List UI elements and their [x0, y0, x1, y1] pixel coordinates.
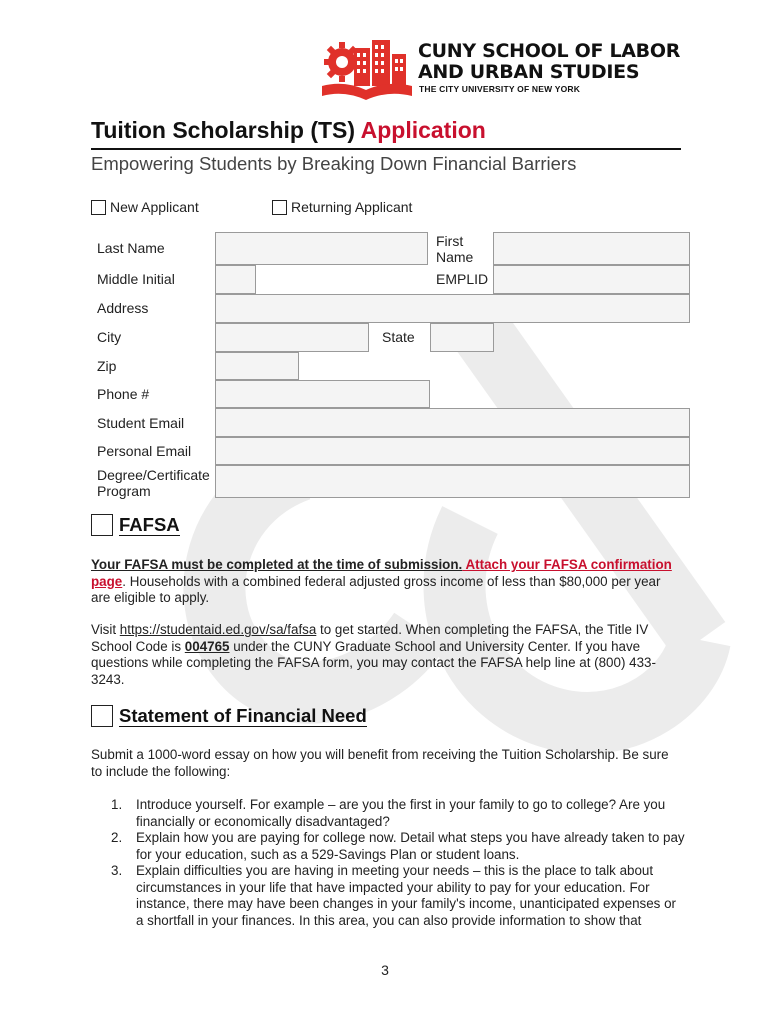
- fafsa-instructions-paragraph: [91, 622, 681, 688]
- page-number: 3: [381, 962, 389, 978]
- degree-program-field[interactable]: [215, 465, 690, 498]
- financial-need-section-header: [91, 705, 367, 727]
- list-item-number: 1.: [111, 797, 123, 812]
- new-applicant-option[interactable]: [91, 199, 199, 215]
- logo-text-line1: CUNY SCHOOL OF LABOR: [418, 40, 681, 62]
- fafsa-eligibility-text: . Households with a combined federal adjusted gross income of less than $80,000 per year are eligible to apply.: [91, 573, 661, 605]
- personal-email-field[interactable]: [215, 437, 690, 465]
- fafsa-link[interactable]: https://studentaid.ed.gov/sa/fafsa: [119, 622, 317, 637]
- degree-label-line1: Degree/Certificate: [97, 467, 210, 483]
- list-item: [111, 830, 686, 863]
- city-field[interactable]: [215, 323, 369, 352]
- middle-initial-field[interactable]: [215, 265, 256, 294]
- first-name-field[interactable]: [493, 232, 690, 265]
- cuny-slu-logo: [320, 36, 690, 100]
- fafsa-school-code: 004765: [184, 638, 230, 654]
- zip-field[interactable]: [215, 352, 299, 380]
- first-name-label-line1: First: [436, 233, 464, 249]
- fafsa-checkbox[interactable]: [91, 514, 113, 536]
- degree-label-line2: Program: [97, 483, 151, 499]
- returning-applicant-label: Returning Applicant: [291, 199, 413, 215]
- personal-email-label: Personal Email: [97, 443, 192, 459]
- returning-applicant-checkbox[interactable]: [272, 200, 287, 215]
- state-field[interactable]: [430, 323, 494, 352]
- fafsa-requirement-paragraph: [91, 557, 681, 607]
- phone-label: Phone #: [97, 386, 150, 402]
- financial-need-intro: Submit a 1000-word essay on how you will benefit from receiving the Tuition Scholarship. Be sure to include the following:: [91, 747, 669, 779]
- student-email-field[interactable]: [215, 408, 690, 437]
- list-item: [111, 863, 686, 929]
- student-email-label: Student Email: [97, 415, 185, 431]
- title-divider: [91, 148, 681, 150]
- emplid-field[interactable]: [493, 265, 690, 294]
- city-label: City: [97, 329, 122, 345]
- list-item-text: Introduce yourself. For example – are you the first in your family to go to college? Are you financially or economically disadvantaged?: [136, 797, 666, 829]
- phone-field[interactable]: [215, 380, 430, 408]
- fafsa-requirement-text: Your FAFSA must be completed at the time of submission.: [91, 557, 463, 572]
- financial-need-list: [111, 797, 686, 929]
- fafsa-section-header: [91, 514, 180, 536]
- new-applicant-label: New Applicant: [110, 199, 199, 215]
- logo-text-line2: AND URBAN STUDIES: [418, 61, 640, 83]
- page-title: [91, 117, 486, 144]
- logo-subtext: THE CITY UNIVERSITY OF NEW YORK: [419, 84, 581, 94]
- middle-initial-label: Middle Initial: [97, 271, 175, 287]
- financial-need-checkbox[interactable]: [91, 705, 113, 727]
- last-name-field[interactable]: [215, 232, 428, 265]
- list-item-number: 3.: [111, 863, 123, 878]
- title-accent: Application: [360, 117, 486, 143]
- list-item-text: Explain how you are paying for college now. Detail what steps you have already taken to pay for your education, such as a 529-Savings Plan or student loans.: [136, 830, 685, 862]
- fafsa-visit-text: Visit: [91, 622, 120, 637]
- address-label: Address: [97, 300, 149, 316]
- logo-building-icon: [320, 36, 414, 100]
- fafsa-school-code-text: to get started. When completing the FAFSA, the Title IV School Code is: [91, 622, 649, 654]
- financial-need-heading: Statement of Financial Need: [119, 705, 367, 726]
- returning-applicant-option[interactable]: [272, 199, 412, 215]
- zip-label: Zip: [97, 358, 117, 374]
- page-subtitle: Empowering Students by Breaking Down Financial Barriers: [91, 153, 577, 174]
- fafsa-helpline-text: under the CUNY Graduate School and University Center. If you have questions while completing the FAFSA form, you may contact the FAFSA help line at (800) 433-3243.: [91, 638, 656, 687]
- title-main: Tuition Scholarship (TS): [91, 117, 361, 143]
- list-item-number: 2.: [111, 830, 123, 845]
- list-item-text: Explain difficulties you are having in meeting your needs – this is the place to talk about circumstances in your life that have impacted your ability to pay for your education. For instance, there may have been changes in your family's income, unanticipated expenses or a shortfall in your finances. In this area, you can also provide information to show that: [136, 863, 676, 928]
- list-item: [111, 797, 686, 830]
- last-name-label: Last Name: [97, 240, 165, 256]
- new-applicant-checkbox[interactable]: [91, 200, 106, 215]
- fafsa-heading: FAFSA: [119, 514, 180, 535]
- state-label: State: [382, 329, 415, 345]
- address-field[interactable]: [215, 294, 690, 323]
- first-name-label-line2: Name: [436, 249, 474, 265]
- fafsa-attach-text: Attach your FAFSA confirmation page: [91, 557, 672, 589]
- emplid-label: EMPLID: [436, 271, 489, 287]
